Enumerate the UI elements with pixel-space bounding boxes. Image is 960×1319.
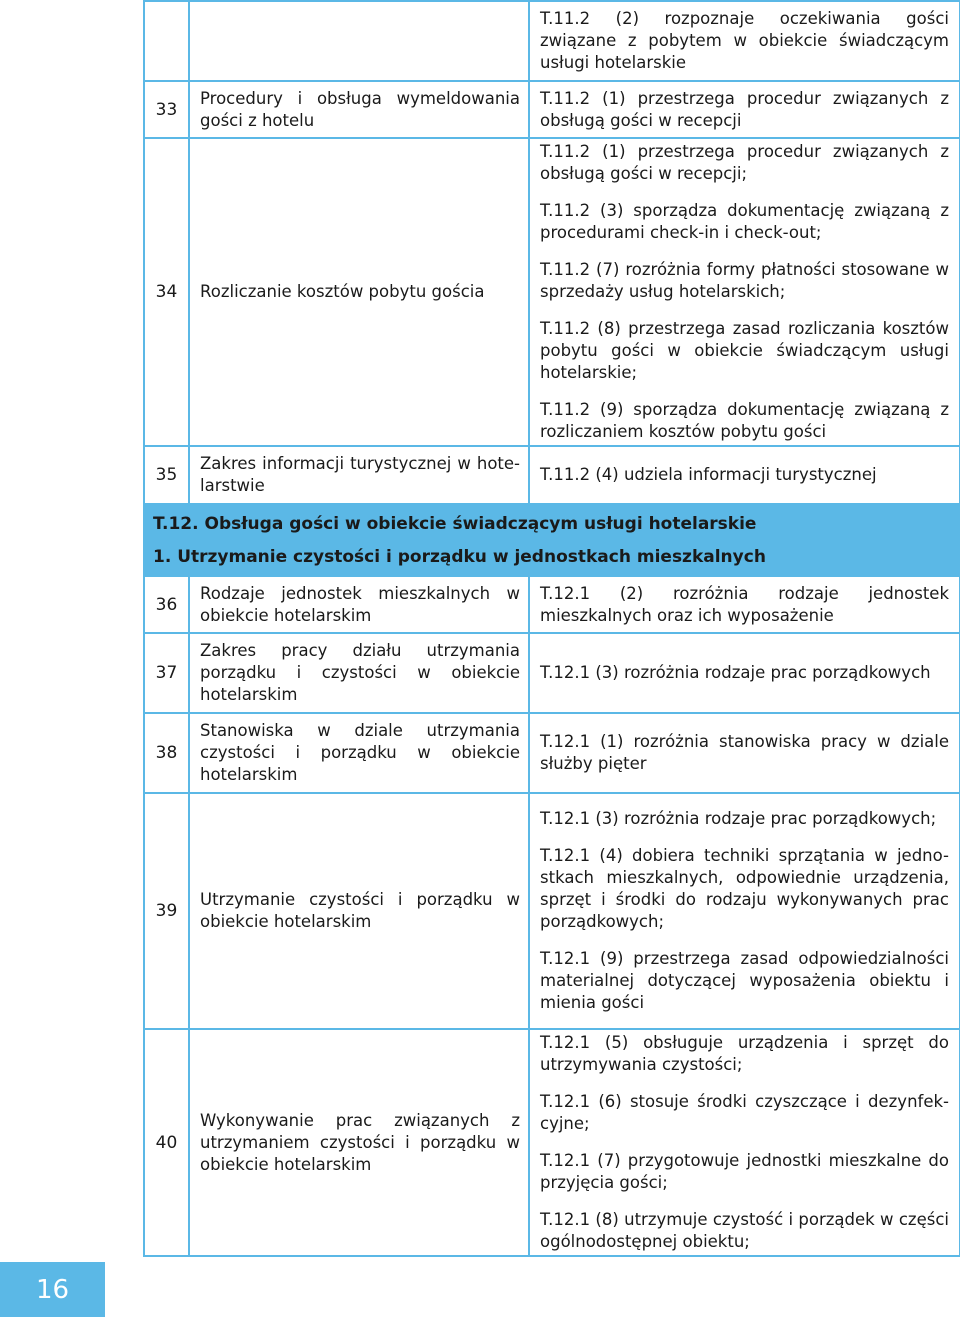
page-number-badge xyxy=(0,1262,105,1317)
section-subtitle: 1. Utrzymanie czystości i porządku w jednostkach mieszkalnych xyxy=(144,538,960,576)
topic-cell xyxy=(189,1,529,81)
table-row xyxy=(144,793,960,1029)
requirement-item: T.12.1 (5) obsługuje urządzenia i sprzęt do utrzymywania czystości; xyxy=(540,1033,949,1074)
requirement-item: T.12.1 (7) przygotowuje jednostki mieszkalne do przyjęcia gości; xyxy=(540,1151,949,1192)
topic-text: Utrzymanie czystości i porządku w obiekcie hotelarskim xyxy=(189,793,529,1029)
row-number: 40 xyxy=(144,1029,189,1256)
requirement-item: T.12.1 (1) rozróżnia stanowiska pracy w dziale służby pięter xyxy=(540,732,949,773)
row-number: 36 xyxy=(144,576,189,633)
requirement-item: T.11.2 (2) rozpoznaje oczekiwania gości związane z pobytem w obiekcie świadczącym usługi hotelarskie xyxy=(540,9,949,72)
table-row xyxy=(144,713,960,793)
topic-text: Rozliczanie kosztów pobytu gościa xyxy=(189,138,529,446)
requirements-cell xyxy=(529,713,960,793)
section-title: T.12. Obsługa gości w obiekcie świadczącym usługi hotelarskie xyxy=(144,504,960,538)
table-row xyxy=(144,1,960,81)
section-subheading-row xyxy=(144,538,960,576)
requirements-cell xyxy=(529,1,960,81)
requirement-item: T.11.2 (9) sporządza dokumentację związaną z rozliczaniem kosztów pobytu gości xyxy=(540,400,949,441)
requirement-item: T.11.2 (4) udziela informacji turystycznej xyxy=(540,465,877,484)
requirement-item: T.12.1 (3) rozróżnia rodzaje prac porządkowych; xyxy=(540,809,937,828)
table-row xyxy=(144,576,960,633)
requirement-item: T.11.2 (7) rozróżnia formy płatności stosowane w sprzedaży usług hotelarskich; xyxy=(540,260,949,301)
topic-text: Stanowiska w dziale utrzymania czystości i porządku w obiekcie hotelarskim xyxy=(189,713,529,793)
page-number: 16 xyxy=(35,1274,70,1305)
row-number: 39 xyxy=(144,793,189,1029)
row-number: 34 xyxy=(144,138,189,446)
curriculum-table xyxy=(143,0,960,1257)
topic-text: Zakres pracy działu utrzymania porządku i czystości w obiekcie hotelarskim xyxy=(189,633,529,713)
row-number: 35 xyxy=(144,446,189,504)
requirement-item: T.11.2 (8) przestrzega zasad rozliczania kosztów pobytu gości w obiekcie świadczącym usługi hotelarskie; xyxy=(540,319,949,382)
topic-text: Rodzaje jednostek mieszkalnych w obiekcie hotelarskim xyxy=(189,576,529,633)
topic-text: Zakres informacji turystycznej w hote-larstwie xyxy=(189,446,529,504)
requirements-cell xyxy=(529,633,960,713)
row-number: 38 xyxy=(144,713,189,793)
requirements-cell xyxy=(529,576,960,633)
requirement-item: T.12.1 (9) przestrzega zasad odpowiedzialności materialnej dotyczącej wyposażenia obiektu i mienia gości xyxy=(540,949,949,1012)
section-heading-row xyxy=(144,504,960,538)
requirement-item: T.11.2 (3) sporządza dokumentację związaną z procedurami check-in i check-out; xyxy=(540,201,949,242)
requirement-item: T.12.1 (8) utrzymuje czystość i porządek w części ogólnodostępnej obiektu; xyxy=(540,1210,949,1251)
requirement-item: T.11.2 (1) przestrzega procedur związanych z obsługą gości w recepcji; xyxy=(540,142,949,183)
requirements-cell xyxy=(529,446,960,504)
requirements-cell xyxy=(529,1029,960,1256)
requirements-cell xyxy=(529,138,960,446)
requirement-item: T.12.1 (4) dobiera techniki sprzątania w jedno-stkach mieszkalnych, odpowiednie urządzenia, sprzęt i środki do rodzaju wykonywanych prac porządkowych; xyxy=(540,846,949,931)
requirement-item: T.12.1 (2) rozróżnia rodzaje jednostek mieszkalnych oraz ich wyposażenie xyxy=(540,583,949,625)
row-number: 33 xyxy=(144,81,189,138)
topic-text: Procedury i obsługa wymeldowania gości z hotelu xyxy=(189,81,529,138)
requirement-item: T.12.1 (6) stosuje środki czyszczące i dezynfek-cyjne; xyxy=(540,1092,949,1133)
requirement-item: T.11.2 (1) przestrzega procedur związanych z obsługą gości w recepcji xyxy=(540,88,949,130)
topic-text: Wykonywanie prac związanych z utrzymaniem czystości i porządku w obiekcie hotelarskim xyxy=(189,1029,529,1256)
requirements-cell xyxy=(529,81,960,138)
table-row xyxy=(144,81,960,138)
table-row xyxy=(144,1029,960,1256)
row-number: 37 xyxy=(144,633,189,713)
requirements-cell xyxy=(529,793,960,1029)
table-row xyxy=(144,446,960,504)
table-row xyxy=(144,633,960,713)
table-row xyxy=(144,138,960,446)
requirement-item: T.12.1 (3) rozróżnia rodzaje prac porządkowych xyxy=(540,663,931,682)
row-number-cell xyxy=(144,1,189,81)
